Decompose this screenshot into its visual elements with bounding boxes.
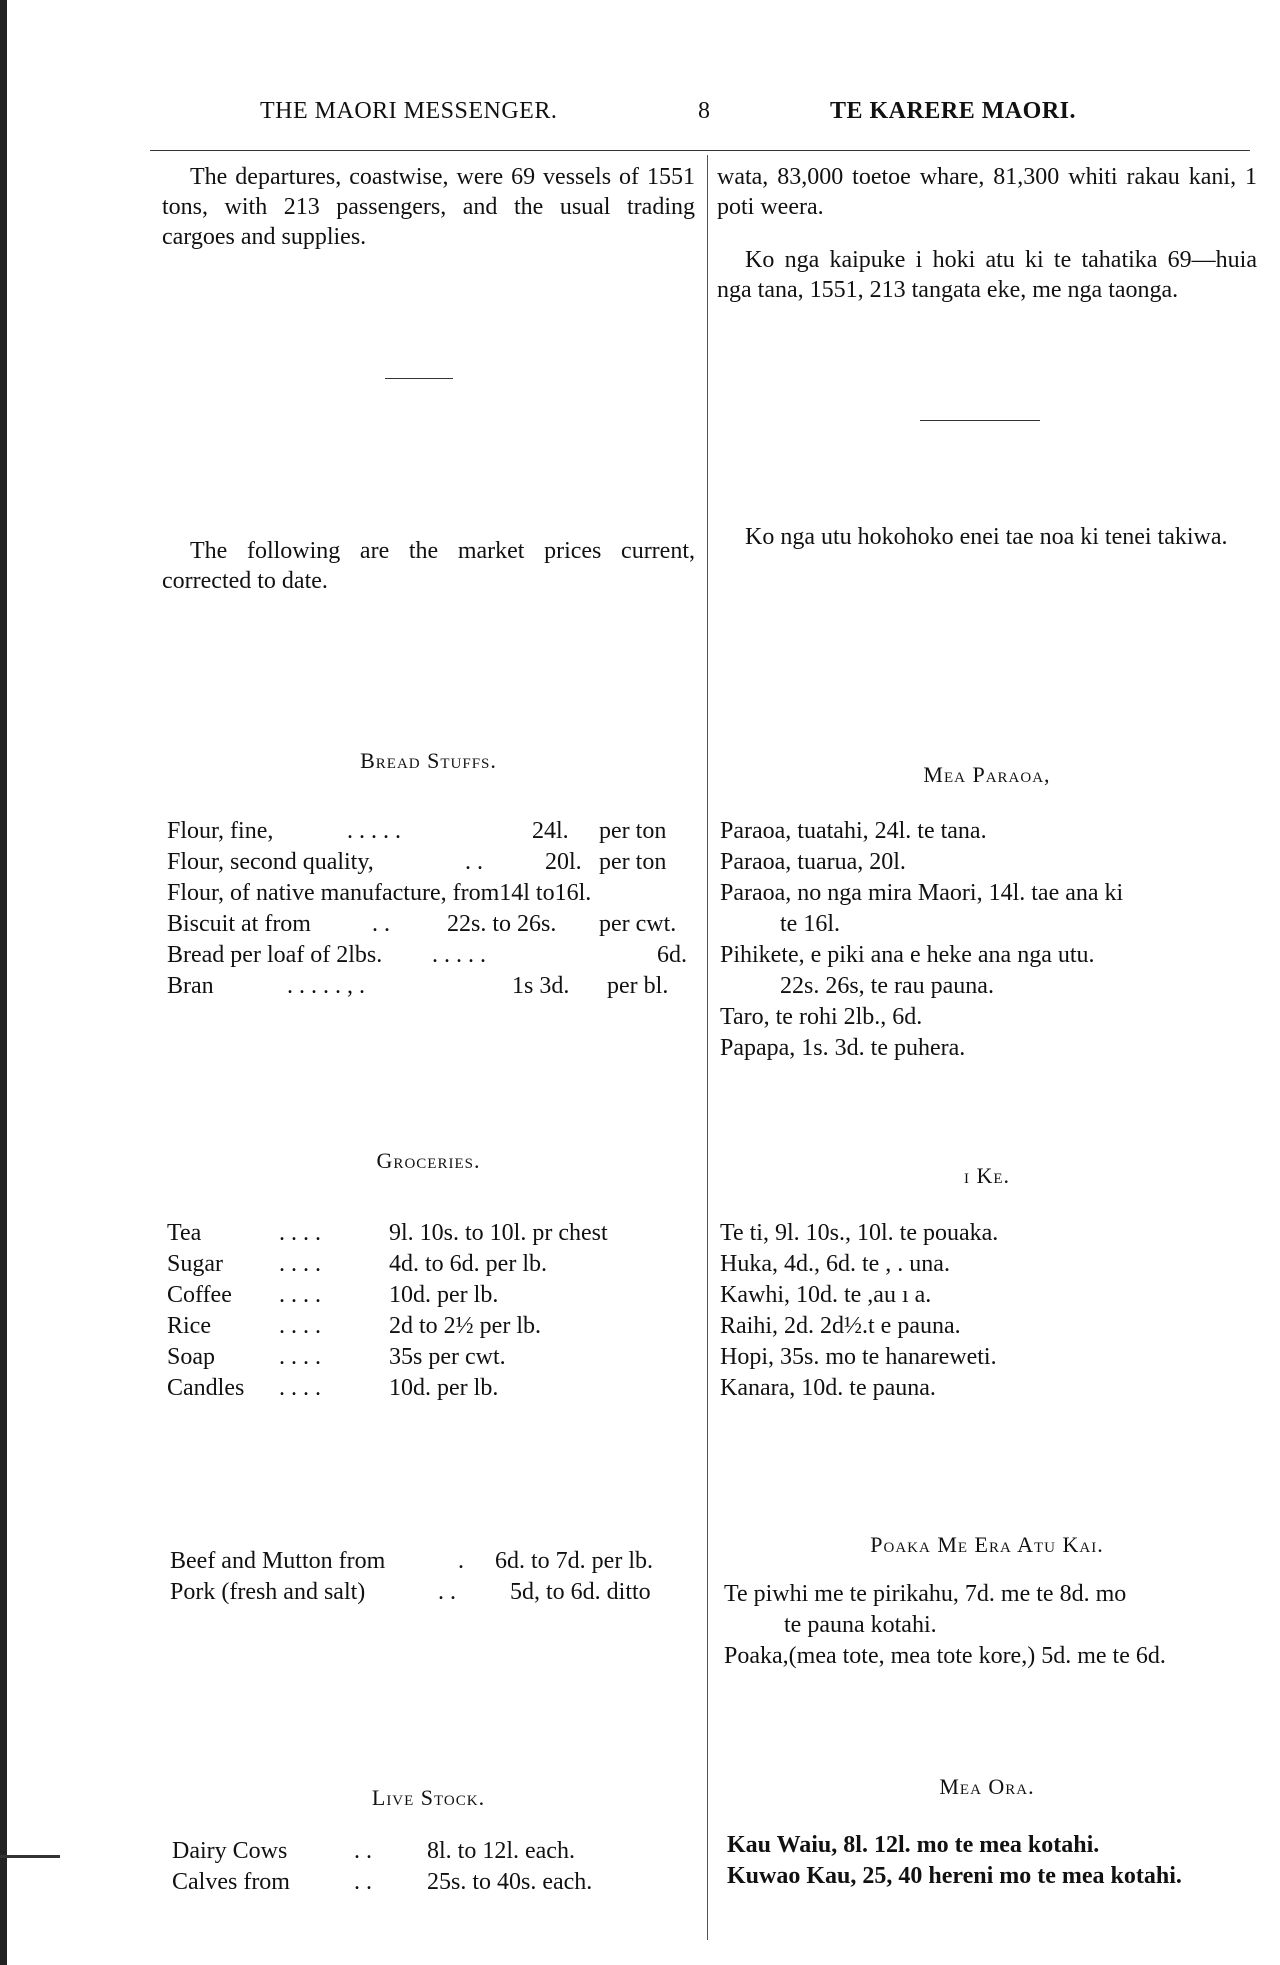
price-value: 1s 3d.	[512, 973, 570, 999]
price-leader: . . . .	[279, 1282, 321, 1308]
price-leader: . .	[372, 911, 390, 937]
price-value: 10d. per lb.	[389, 1282, 499, 1308]
price-item: Beef and Mutton from	[170, 1548, 386, 1574]
meat-prices-english	[170, 1546, 700, 1608]
maori-price-line: Papapa, 1s. 3d. te puhera.	[720, 1035, 966, 1061]
price-unit: per cwt.	[599, 911, 677, 937]
maori-price-line: Kawhi, 10d. te ,au ı a.	[720, 1282, 932, 1308]
price-row	[167, 816, 697, 847]
price-leader: . . . . . , .	[287, 973, 365, 999]
price-item: Flour, second quality,	[167, 849, 374, 875]
heading-mea-ora: Mea Ora.	[939, 1774, 1035, 1799]
maori-price-line: Kanara, 10d. te pauna.	[720, 1375, 936, 1401]
heading-live-stock: Live Stock.	[371, 1785, 486, 1810]
price-item: Soap	[167, 1344, 215, 1370]
price-item: Bread per loaf of 2lbs.	[167, 942, 383, 968]
price-leader: . .	[354, 1869, 372, 1895]
market-intro-english-text: The following are the market prices current, corrected to date.	[162, 538, 695, 594]
running-head-maori: TE KARERE MAORI.	[830, 98, 1077, 124]
price-value: 10d. per lb.	[389, 1375, 499, 1401]
departures-maori-text: Ko nga kaipuke i hoki atu ki te tahatika 69—huia nga tana, 1551, 213 tangata eke, me nga taonga.	[717, 247, 1257, 303]
price-item: Flour, of native manufacture, from14l to16l.	[167, 880, 592, 906]
livestock-prices-english	[172, 1836, 702, 1898]
price-value: 35s per cwt.	[389, 1344, 506, 1370]
heading-poaka: Poaka Me Era Atu Kai.	[870, 1532, 1104, 1557]
maori-price-line: Raihi, 2d. 2d½.t e pauna.	[720, 1313, 961, 1339]
price-leader: . . . . .	[432, 942, 486, 968]
maori-price-line: Huka, 4d., 6d. te , . una.	[720, 1251, 950, 1277]
grocery-prices-english	[167, 1218, 697, 1404]
price-value: 25s. to 40s. each.	[427, 1869, 593, 1895]
price-value: 4d. to 6d. per lb.	[389, 1251, 547, 1277]
column-divider	[707, 155, 708, 1940]
price-item: Coffee	[167, 1282, 232, 1308]
maori-price-line: Taro, te rohi 2lb., 6d.	[720, 1004, 923, 1030]
page-edge-shadow	[0, 0, 7, 1965]
price-unit: 6d.	[657, 942, 687, 968]
maori-price-line: 22s. 26s, te rau pauna.	[780, 973, 994, 999]
meat-prices-maori	[724, 1579, 1166, 1672]
price-value: 6d. to 7d. per lb.	[495, 1548, 653, 1574]
market-intro-english	[162, 536, 695, 596]
price-value: 9l. 10s. to 10l. pr chest	[389, 1220, 608, 1246]
price-row	[167, 1311, 697, 1342]
price-value: 22s. to 26s.	[447, 911, 557, 937]
price-row	[167, 878, 697, 909]
price-row	[172, 1867, 702, 1898]
bread-prices-maori	[720, 816, 1123, 1064]
price-row	[167, 909, 697, 940]
price-value: 2d to 2½ per lb.	[389, 1313, 541, 1339]
price-item: Calves from	[172, 1869, 290, 1895]
price-unit: per bl.	[607, 973, 669, 999]
bread-prices-english	[167, 816, 697, 1002]
price-row	[167, 940, 697, 971]
section-rule-left	[385, 378, 453, 379]
price-value: 5d, to 6d. ditto	[510, 1579, 651, 1605]
price-unit: per ton	[599, 818, 667, 844]
price-unit: per ton	[599, 849, 667, 875]
heading-mea-paraoa: Mea Paraoa,	[923, 762, 1051, 787]
price-leader: . .	[354, 1838, 372, 1864]
price-item: Dairy Cows	[172, 1838, 288, 1864]
header-rule	[150, 150, 1250, 151]
price-row	[167, 1373, 697, 1404]
maori-price-line: Paraoa, tuarua, 20l.	[720, 849, 906, 875]
price-leader: . .	[438, 1579, 456, 1605]
price-item: Pork (fresh and salt)	[170, 1579, 366, 1605]
maori-price-line: te 16l.	[780, 911, 840, 937]
price-row	[170, 1577, 700, 1608]
market-intro-maori	[717, 522, 1257, 552]
price-leader: . . . .	[279, 1220, 321, 1246]
maori-price-line: Kuwao Kau, 25, 40 hereni mo te mea kotahi.	[727, 1863, 1182, 1889]
price-value: 24l.	[532, 818, 569, 844]
heading-groceries-maori: i Ke.	[963, 1163, 1011, 1188]
price-row	[167, 847, 697, 878]
maori-price-line: Kau Waiu, 8l. 12l. mo te mea kotahi.	[727, 1832, 1100, 1858]
section-rule-right	[920, 420, 1040, 421]
maori-price-line: Te ti, 9l. 10s., 10l. te pouaka.	[720, 1220, 999, 1246]
price-row	[167, 1249, 697, 1280]
maori-price-line: Paraoa, tuatahi, 24l. te tana.	[720, 818, 987, 844]
maori-price-line: Te piwhi me te pirikahu, 7d. me te 8d. mo	[724, 1581, 1127, 1607]
price-leader: . . . .	[279, 1313, 321, 1339]
price-leader: . . . .	[279, 1375, 321, 1401]
price-item: Flour, fine,	[167, 818, 274, 844]
market-intro-maori-text: Ko nga utu hokohoko enei tae noa ki tenei takiwa.	[745, 524, 1228, 550]
price-item: Rice	[167, 1313, 211, 1339]
price-item: Candles	[167, 1375, 245, 1401]
departures-english-text: The departures, coastwise, were 69 vessels of 1551 tons, with 213 passengers, and the usual trading cargoes and supplies.	[162, 164, 695, 250]
price-item: Sugar	[167, 1251, 223, 1277]
maori-price-line: Paraoa, no nga mira Maori, 14l. tae ana ki	[720, 880, 1124, 906]
price-value: 20l.	[545, 849, 582, 875]
price-row	[170, 1546, 700, 1577]
heading-bread-stuffs: Bread Stuffs.	[360, 748, 497, 773]
running-head-english: THE MAORI MESSENGER.	[260, 98, 558, 124]
price-row	[172, 1836, 702, 1867]
maori-price-line: Pihikete, e piki ana e heke ana nga utu.	[720, 942, 1095, 968]
price-value: 8l. to 12l. each.	[427, 1838, 575, 1864]
price-item: Bran	[167, 973, 214, 999]
price-row	[167, 1218, 697, 1249]
departures-english	[162, 162, 695, 252]
page-number: 8	[698, 98, 711, 124]
price-leader: . . . .	[279, 1251, 321, 1277]
price-row	[167, 971, 697, 1002]
page-edge-mark	[0, 1855, 60, 1858]
price-item: Tea	[167, 1220, 202, 1246]
price-leader: . .	[465, 849, 483, 875]
price-leader: .	[458, 1548, 464, 1574]
maori-price-line: Hopi, 35s. mo te hanareweti.	[720, 1344, 997, 1370]
departures-maori-top	[717, 162, 1257, 222]
price-leader: . . . . .	[347, 818, 401, 844]
livestock-prices-maori	[727, 1830, 1182, 1892]
grocery-prices-maori	[720, 1218, 998, 1404]
price-row	[167, 1280, 697, 1311]
price-item: Biscuit at from	[167, 911, 311, 937]
price-row	[167, 1342, 697, 1373]
departures-maori	[717, 245, 1257, 305]
maori-price-line: Poaka,(mea tote, mea tote kore,) 5d. me te 6d.	[724, 1643, 1166, 1669]
heading-groceries: Groceries.	[376, 1148, 481, 1173]
departures-maori-top-text: wata, 83,000 toetoe whare, 81,300 whiti rakau kani, 1 poti weera.	[717, 164, 1257, 220]
price-leader: . . . .	[279, 1344, 321, 1370]
maori-price-line: te pauna kotahi.	[784, 1612, 937, 1638]
